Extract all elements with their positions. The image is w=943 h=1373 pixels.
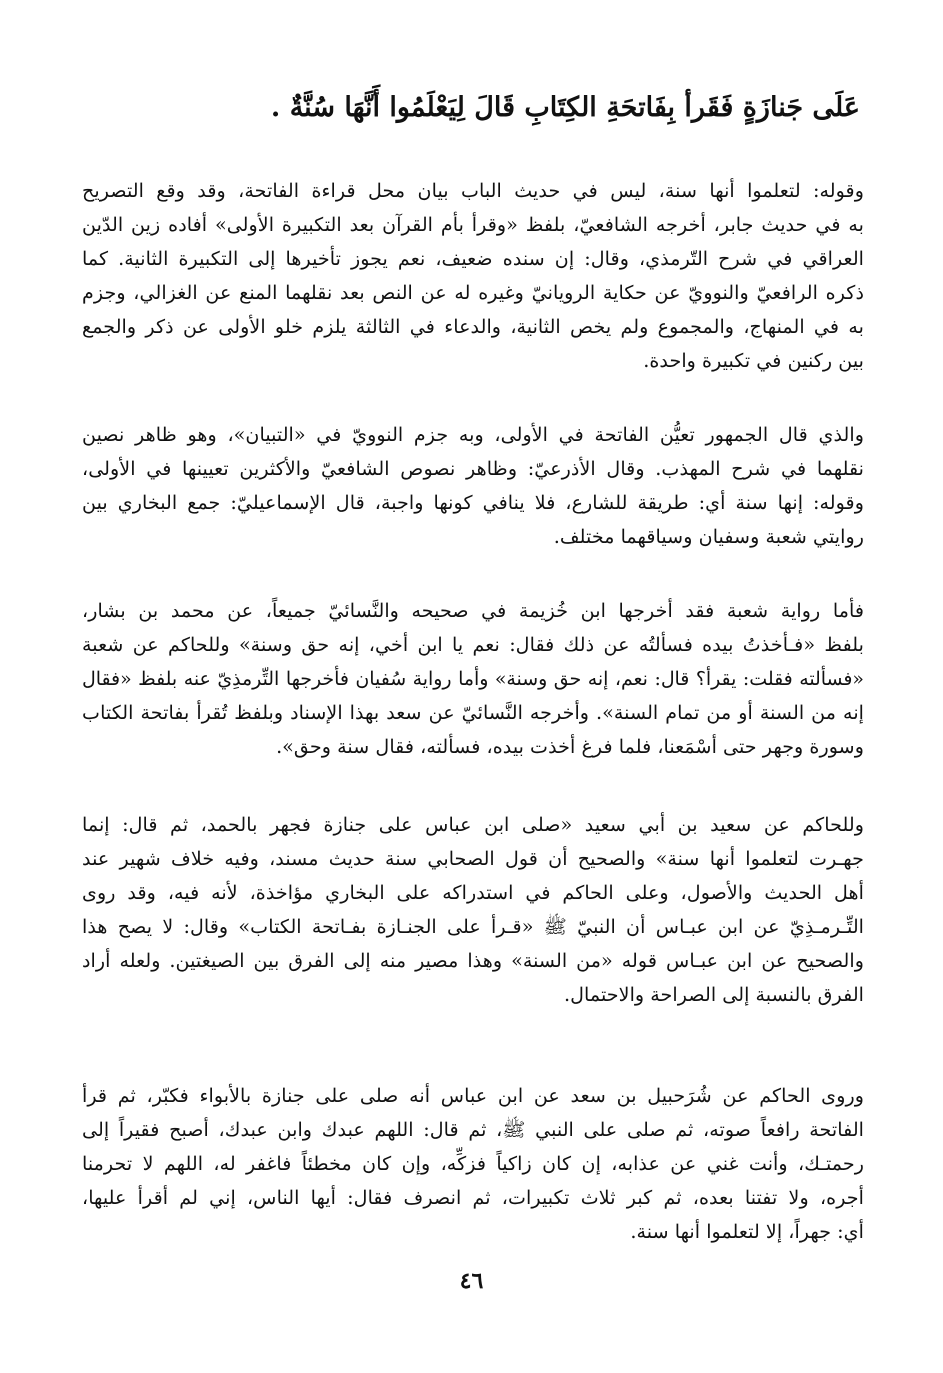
text-line: أهل الحديث والأصول، وعلى الحاكم في استدراكه على البخاري مؤاخذة، لأنه فيه، وقد روى: [82, 881, 864, 904]
text-line: والذي قال الجمهور تعيُّن الفاتحة في الأولى، وبه جزم النوويّ في «التبيان»، وهو ظاهر نصين: [82, 423, 864, 446]
text-line: التِّـرمـذِيّ عن ابن عبـاس أن النبيّ ﷺ «قـرأ على الجنـازة بفـاتحة الكتاب» وقال: لا يصح هذا: [82, 915, 864, 938]
commentary-paragraph-1: [82, 174, 864, 378]
text-line: وقوله: إنها سنة أي: طريقة للشارع، فلا ينافي كونها واجبة، قال الإسماعيليّ: جمع البخاري بين: [82, 491, 864, 514]
text-line: أجره، ولا تفتنا بعده، ثم كبر ثلاث تكبيرات، ثم انصرف فقال: أيها الناس، إني لم أقرأ عليها،: [82, 1186, 864, 1209]
text-line: بلفظ «فـأخذتُ بيده فسألتُه عن ذلك فقال: نعم يا ابن أخي، إنه حق وسنة» وللحاكم عن شعبة: [82, 633, 864, 656]
text-line: إنه من السنة أو من تمام السنة». وأخرجه النَّسائيّ عن سعد بهذا الإسناد وبلفظ تُقرأ بفاتحة الكتاب: [82, 701, 864, 724]
text-line: به في المنهاج، والمجموع ولم يخص الثانية، والدعاء في الثالثة يلزم خلو الأولى عن ذكر والجمع: [82, 315, 864, 338]
text-line: الفرق بالنسبة إلى الصراحة والاحتمال.: [564, 983, 864, 1006]
text-line: نقلهما في شرح المهذب. وقال الأذرعيّ: وظاهر نصوص الشافعيّ والأكثرين تعيينها في الأولى،: [82, 457, 864, 480]
text-line: فأما رواية شعبة فقد أخرجها ابن خُزيمة في صحيحه والنَّسائيّ جميعاً، عن محمد بن بشار،: [82, 599, 864, 622]
text-line: «فسألته فقلت: يقرأ؟ قال: نعم، إنه حق وسنة» وأما رواية سُفيان فأخرجها التِّرمذِيّ عنه بلفظ «فقال: [82, 668, 864, 690]
text-line: الفاتحة رافعاً صوته، ثم صلى على النبي ﷺ، ثم قال: اللهم عبدك وابن عبدك، أصبح فقيراً إلى: [82, 1118, 864, 1141]
commentary-paragraph-5: [82, 1079, 864, 1249]
text-line: رحمتـك، وأنت غني عن عذابه، إن كان زاكياً فزكِّه، وإن كان مخطئاً فاغفر له، اللهم لا تحرمنا: [82, 1152, 864, 1175]
commentary-paragraph-3: [82, 594, 864, 764]
text-line: وروى الحاكم عن شُرَحبيل بن سعد عن ابن عباس أنه صلى على جنازة بالأبواء فكبّر، ثم قرأ: [82, 1084, 864, 1107]
text-line: ذكره الرافعيّ والنوويّ عن حكاية الرويانيّ وغيره له عن النص بعد نقلهما المنع عن الغزالي، وجزم: [82, 281, 864, 304]
text-line: جهـرت لتعلموا أنها سنة» والصحيح أن قول الصحابي سنة حديث مسند، وفيه خلاف شهير عند: [82, 847, 864, 870]
text-line: والصحيح عن ابن عبـاس قوله «من السنة» وهذا مصير منه إلى الفرق بين الصيغتين. ولعله أراد: [82, 949, 864, 972]
page-number: ٤٦: [459, 1268, 484, 1294]
text-line: روايتي شعبة وسفيان وسياقهما مختلف.: [553, 525, 864, 548]
text-line: وقوله: لتعلموا أنها سنة، ليس في حديث الباب بيان محل قراءة الفاتحة، وقد وقع التصريح: [82, 179, 864, 202]
commentary-paragraph-2: [82, 418, 864, 554]
hadith-text-heading: عَلَى جَنازَةٍ فَقَرأ بِفَاتحَةِ الكِتَابِ قَالَ لِيَعْلَمُوا أَنَّهَا سُنَّةٌ .: [270, 92, 860, 123]
text-line: وسورة وجهر حتى أسْمَعنا، فلما فرغ أخذت بيده، فسألته، فقال سنة وحق».: [276, 735, 864, 758]
text-line: وللحاكم عن سعيد بن أبي سعيد «صلى ابن عباس على جنازة فجهر بالحمد، ثم قال: إنما: [82, 813, 864, 836]
text-line: بين ركنين في تكبيرة واحدة.: [643, 349, 864, 372]
text-line: العراقي في شرح التّرمذي، وقال: إن سنده ضعيف، نعم يجوز تأخيرها إلى التكبيرة الثانية. كما: [82, 247, 864, 270]
text-line: به في حديث جابر، أخرجه الشافعيّ، بلفظ «وقرأ بأم القرآن بعد التكبيرة الأولى» أفاده زين الدّين: [82, 213, 864, 236]
commentary-paragraph-4: [82, 808, 864, 1012]
text-line: أي: جهراً، إلا لتعلموا أنها سنة.: [630, 1220, 864, 1243]
